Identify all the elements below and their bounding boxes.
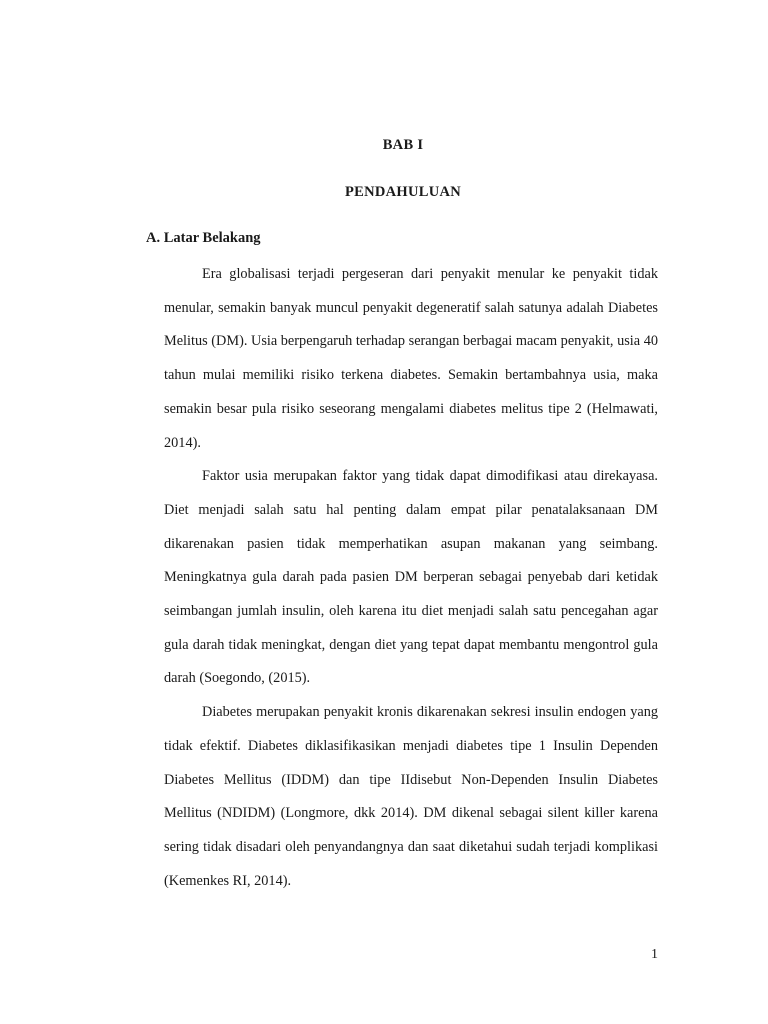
section-heading: A. Latar Belakang xyxy=(146,230,261,246)
paragraph-3: Diabetes merupakan penyakit kronis dikarenakan sekresi insulin endogen yang tidak efektif. Diabetes diklasifikasikan menjadi diabetes tipe 1 Insulin Dependen Diabetes Mellitus (IDDM) dan tipe IIdisebut Non-Dependen Insulin Diabetes Mellitus (NDIDM) (Longmore, dkk 2014). DM dikenal sebagai silent killer karena sering tidak disadari oleh penyandangnya dan saat diketahui sudah terjadi komplikasi (Kemenkes RI, 2014). xyxy=(164,704,658,889)
chapter-title: PENDAHULUAN xyxy=(344,184,462,200)
page-number: 1 xyxy=(651,947,658,962)
paragraph-1: Era globalisasi terjadi pergeseran dari penyakit menular ke penyakit tidak menular, semakin banyak muncul penyakit degeneratif salah satunya adalah Diabetes Melitus (DM). Usia berpengaruh terhadap serangan berbagai macam penyakit, usia 40 tahun mulai memiliki risiko terkena diabetes. Semakin bertambahnya usia, maka semakin besar pula risiko seseorang mengalami diabetes melitus tipe 2 (Helmawati, 2014). xyxy=(164,266,658,451)
body-text xyxy=(164,258,658,898)
paragraph-2: Faktor usia merupakan faktor yang tidak dapat dimodifikasi atau direkayasa. Diet menjadi salah satu hal penting dalam empat pilar penatalaksanaan DM dikarenakan pasien tidak memperhatikan asupan makanan yang seimbang. Meningkatnya gula darah pada pasien DM berperan sebagai penyebab dari ketidak seimbangan jumlah insulin, oleh karena itu diet menjadi salah satu pencegahan agar gula darah tidak meningkat, dengan diet yang tepat dapat membantu mengontrol gula darah (Soegondo, (2015). xyxy=(164,468,658,687)
chapter-label: BAB I xyxy=(382,137,424,153)
